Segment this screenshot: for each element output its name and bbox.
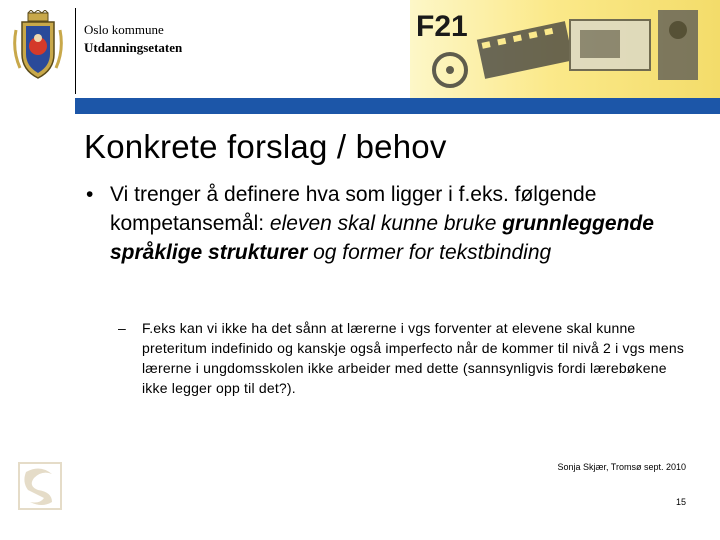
header-divider [75,8,76,94]
slide-title: Konkrete forslag / behov [84,128,447,165]
oslo-swirl-logo-icon [18,462,62,510]
bullet-item [86,180,696,267]
bullet-marker: • [86,183,94,206]
bullet-plain-text: Vi trenger å definere hva som ligger i f.eks. følgende kompetansemål: [110,183,597,235]
bullet-text [110,180,696,267]
org-block [84,21,182,57]
banner-text: F21 [416,10,468,43]
page-number: 15 [675,497,686,507]
sub-bullet-marker: – [118,320,126,336]
film-reel-icon [410,0,720,98]
bullet-bold-italic-text: grunnleggende språklige strukturer [110,212,654,264]
org-name: Oslo kommune [84,22,164,37]
f21-banner [410,0,720,98]
header-accent-bar [75,98,720,114]
department-name: Utdanningsetaten [84,40,183,55]
sub-bullet-text: F.eks kan vi ikke ha det sånn at lærerne i vgs forventer at elevene skal kunne preteritum indefinido og kanskje også imperfecto når de kommer til nivå 2 i vgs mens lærerne i ungdomsskolen ikke arbeider med dette (sannsynligvis fordi lærebøkene ikke legger opp til det?). [142,320,685,396]
bullet-italic-text-2: og former for tekstbinding [307,241,552,264]
bullet-italic-text: eleven skal kunne bruke [269,212,503,235]
sub-bullet-item [118,318,688,398]
footer-credit: Sonja Skjær, Tromsø sept. 2010 [557,462,686,472]
oslo-crest-icon [12,10,64,82]
